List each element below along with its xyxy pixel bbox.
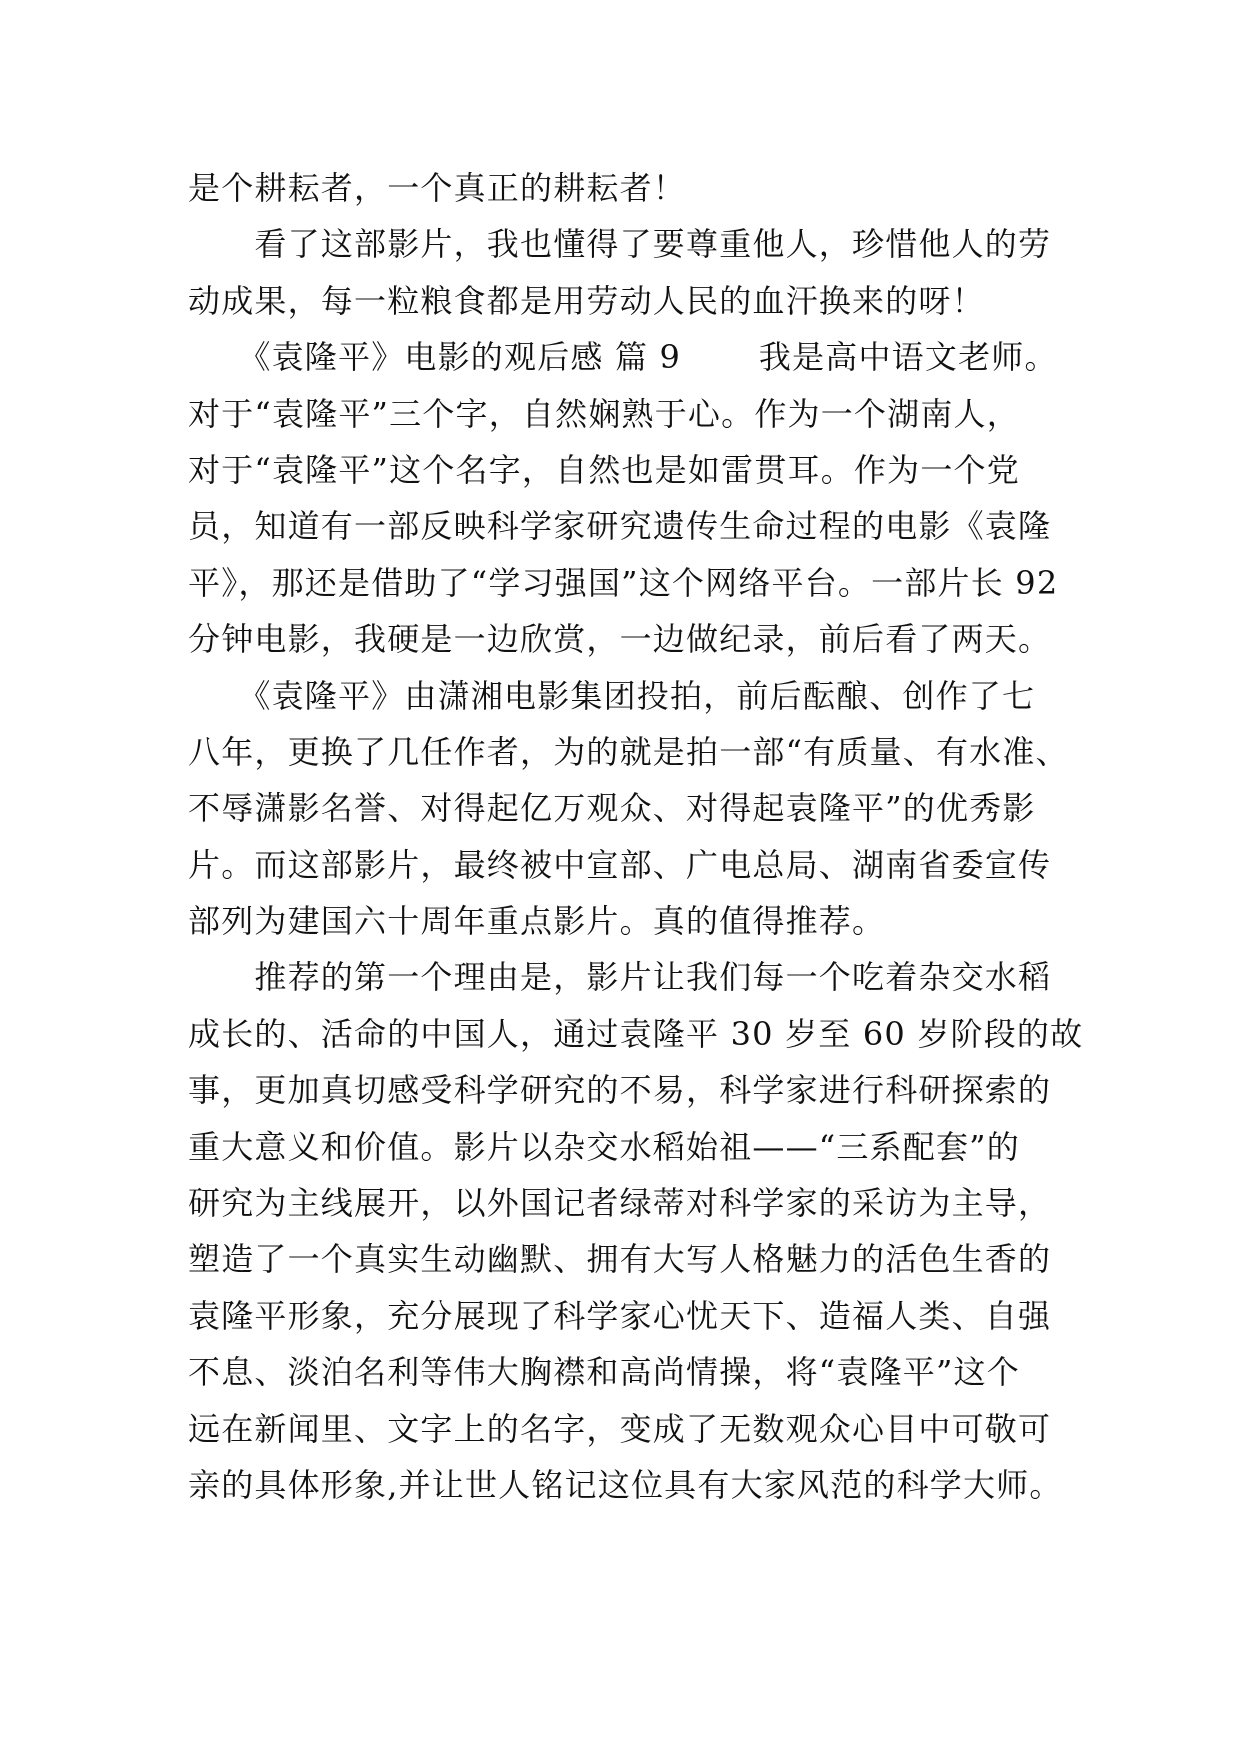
text-line: 动成果，每一粒粮食都是用劳动人民的血汗换来的呀！ bbox=[188, 281, 985, 320]
text-line: 对于“袁隆平”这个名字，自然也是如雷贯耳。作为一个党 bbox=[188, 450, 1020, 489]
text-line: 《袁隆平》电影的观后感 篇 9 我是高中语文老师。 bbox=[188, 338, 1058, 377]
text-line: 分钟电影，我硬是一边欣赏，一边做纪录，前后看了两天。 bbox=[188, 620, 1052, 659]
text-line: 员，知道有一部反映科学家研究遗传生命过程的电影《袁隆 bbox=[188, 507, 1052, 546]
text-line: 塑造了一个真实生动幽默、拥有大写人格魅力的活色生香的 bbox=[188, 1240, 1052, 1279]
text-line: 平》，那还是借助了“学习强国”这个网络平台。一部片长 92 bbox=[188, 563, 1059, 602]
text-line: 部列为建国六十周年重点影片。真的值得推荐。 bbox=[188, 902, 886, 941]
text-line: 事，更加真切感受科学研究的不易，科学家进行科研探索的 bbox=[188, 1071, 1052, 1110]
document-body bbox=[188, 160, 1084, 1513]
text-line: 推荐的第一个理由是，影片让我们每一个吃着杂交水稻 bbox=[188, 958, 1052, 997]
text-line: 重大意义和价值。影片以杂交水稻始祖——“三系配套”的 bbox=[188, 1127, 1020, 1166]
text-line: 袁隆平形象，充分展现了科学家心忧天下、造福人类、自强 bbox=[188, 1296, 1052, 1335]
text-line: 亲的具体形象,并让世人铭记这位具有大家风范的科学大师。 bbox=[188, 1465, 1063, 1504]
text-line: 对于“袁隆平”三个字，自然娴熟于心。作为一个湖南人， bbox=[188, 394, 1020, 433]
text-line: 不息、淡泊名利等伟大胸襟和高尚情操，将“袁隆平”这个 bbox=[188, 1353, 1020, 1392]
text-line: 八年，更换了几任作者，为的就是拍一部“有质量、有水准、 bbox=[188, 732, 1069, 771]
text-line: 是个耕耘者，一个真正的耕耘者！ bbox=[188, 169, 687, 207]
text-line: 《袁隆平》由潇湘电影集团投拍，前后酝酿、创作了七 bbox=[188, 676, 1036, 715]
text-line: 研究为主线展开，以外国记者绿蒂对科学家的采访为主导， bbox=[188, 1184, 1052, 1223]
text-line: 成长的、活命的中国人，通过袁隆平 30 岁至 60 岁阶段的故 bbox=[188, 1014, 1084, 1053]
text-line: 片。而这部影片，最终被中宣部、广电总局、湖南省委宣传 bbox=[188, 845, 1052, 884]
text-line: 不辱潇影名誉、对得起亿万观众、对得起袁隆平”的优秀影 bbox=[188, 789, 1036, 828]
text-line: 看了这部影片，我也懂得了要尊重他人，珍惜他人的劳 bbox=[188, 225, 1052, 264]
text-line: 远在新闻里、文字上的名字，变成了无数观众心目中可敬可 bbox=[188, 1409, 1052, 1448]
